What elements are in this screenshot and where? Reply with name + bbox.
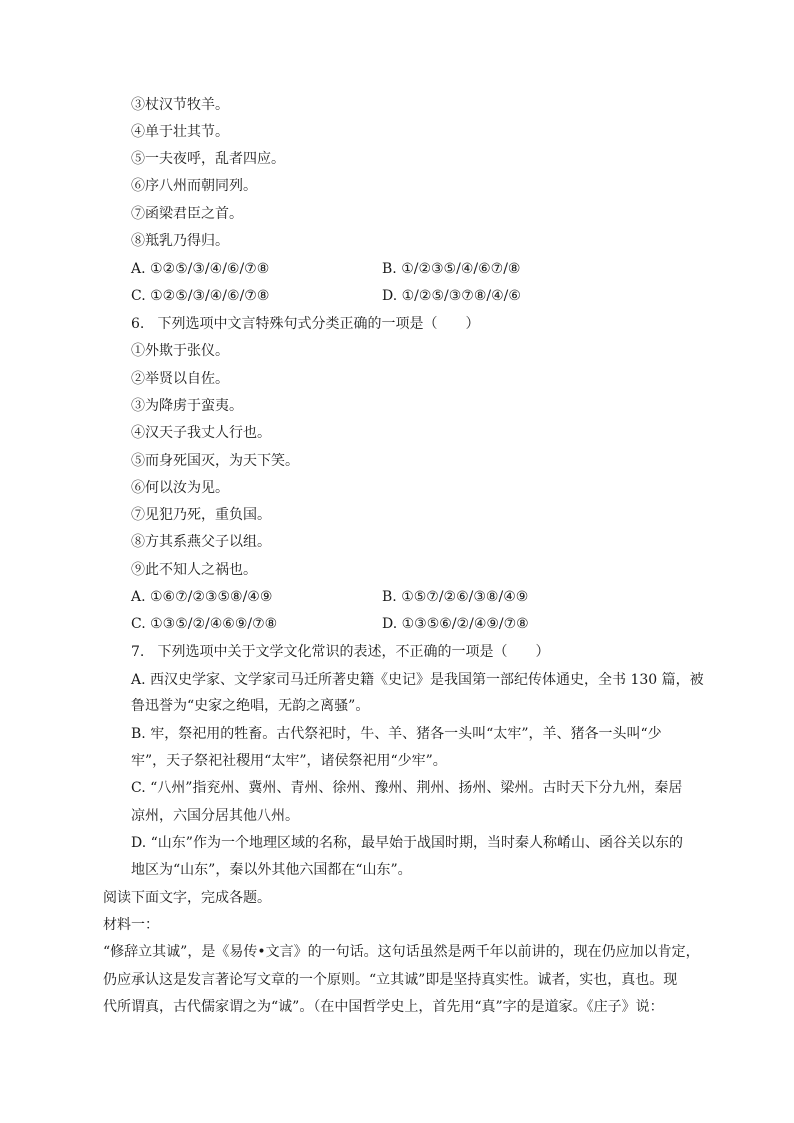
q6-item-1: ①外欺于张仪。: [131, 343, 229, 359]
material-paragraph-line1: “修辞立其诚”，是《易传•文言》的一句话。这句话虽然是两千年以前讲的，现在仍应加以肯定，: [103, 944, 700, 960]
q6-item-3: ③为降虏于蛮夷。: [131, 398, 243, 414]
q6-option-b: B. ①⑤⑦/②⑥/③⑧/④⑨: [382, 589, 529, 605]
q7-option-a-line2: 鲁迅誉为“史家之绝唱，无韵之离骚”。: [131, 698, 370, 714]
q7-option-b-line2: 牢”，天子祭祀社稷用“太牢”，诸侯祭祀用“少牢”。: [131, 753, 447, 769]
q6-item-9: ⑨此不知人之祸也。: [131, 562, 257, 578]
q5-item-5: ⑤一夫夜呼，乱者四应。: [131, 151, 285, 167]
q6-stem: 下列选项中文言特殊句式分类正确的一项是（ ）: [157, 316, 480, 332]
q5-option-d: D. ①/②⑤/③⑦⑧/④/⑥: [382, 288, 521, 304]
q7-option-d-line1: D. “山东”作为一个地理区域的名称，最早始于战国时期，当时秦人称崤山、函谷关以东的: [131, 835, 683, 851]
q7-option-d-line2: 地区为“山东”，秦以外其他六国都在“山东”。: [131, 862, 412, 878]
q7-stem-line: [131, 642, 549, 662]
q7-option-c-line1: C. “八州”指兖州、冀州、青州、徐州、豫州、荆州、扬州、梁州。古时天下分九州，秦居: [131, 780, 683, 796]
q6-item-5: ⑤而身死国灭，为天下笑。: [131, 453, 299, 469]
q5-item-7: ⑦函梁君臣之首。: [131, 206, 243, 222]
q7-option-a-line1: A. 西汉史学家、文学家司马迁所著史籍《史记》是我国第一部纪传体通史，全书 130 篇，被: [131, 672, 704, 688]
material-paragraph-line2: 仍应承认这是发言著论写文章的一个原则。“立其诚”即是坚持真实性。诚者，实也，真也。现: [103, 972, 678, 988]
q5-item-4: ④单于壮其节。: [131, 124, 229, 140]
q6-item-4: ④汉天子我丈人行也。: [131, 425, 271, 441]
q5-option-c: C. ①②⑤/③/④/⑥/⑦⑧: [131, 288, 270, 304]
q5-item-3: ③杖汉节牧羊。: [131, 97, 229, 113]
q6-item-6: ⑥何以汝为见。: [131, 480, 229, 496]
reading-instruction: 阅读下面文字，完成各题。: [103, 890, 271, 906]
q6-option-a: A. ①⑥⑦/②③⑤⑧/④⑨: [131, 589, 273, 605]
q5-item-8: ⑧羝乳乃得归。: [131, 233, 229, 249]
material-paragraph-line3: 代所谓真，古代儒家谓之为“诚”。（在中国哲学史上，首先用“真”字的是道家。《庄子》说：: [103, 999, 664, 1015]
q6-stem-line: [131, 314, 479, 334]
q6-option-c: C. ①③⑤/②/④⑥⑨/⑦⑧: [131, 616, 278, 632]
q7-stem: 下列选项中关于文学文化常识的表述，不正确的一项是（ ）: [157, 644, 550, 660]
q6-item-7: ⑦见犯乃死，重负国。: [131, 507, 271, 523]
q6-number: 6.: [131, 316, 145, 332]
q6-option-d: D. ①③⑤⑥/②/④⑨/⑦⑧: [382, 616, 529, 632]
q7-number: 7.: [131, 644, 145, 660]
q7-option-c-line2: 凉州，六国分居其他八州。: [131, 808, 299, 824]
q5-option-b: B. ①/②③⑤/④/⑥⑦/⑧: [382, 261, 521, 277]
q6-item-8: ⑧方其系燕父子以组。: [131, 534, 271, 550]
q5-option-a: A. ①②⑤/③/④/⑥/⑦⑧: [131, 261, 270, 277]
q6-item-2: ②举贤以自佐。: [131, 371, 229, 387]
q5-item-6: ⑥序八州而朝同列。: [131, 178, 257, 194]
q7-option-b-line1: B. 牢，祭祀用的牲畜。古代祭祀时，牛、羊、猪各一头叫“太牢”，羊、猪各一头叫“少: [131, 726, 662, 742]
material-label: 材料一：: [103, 917, 159, 933]
